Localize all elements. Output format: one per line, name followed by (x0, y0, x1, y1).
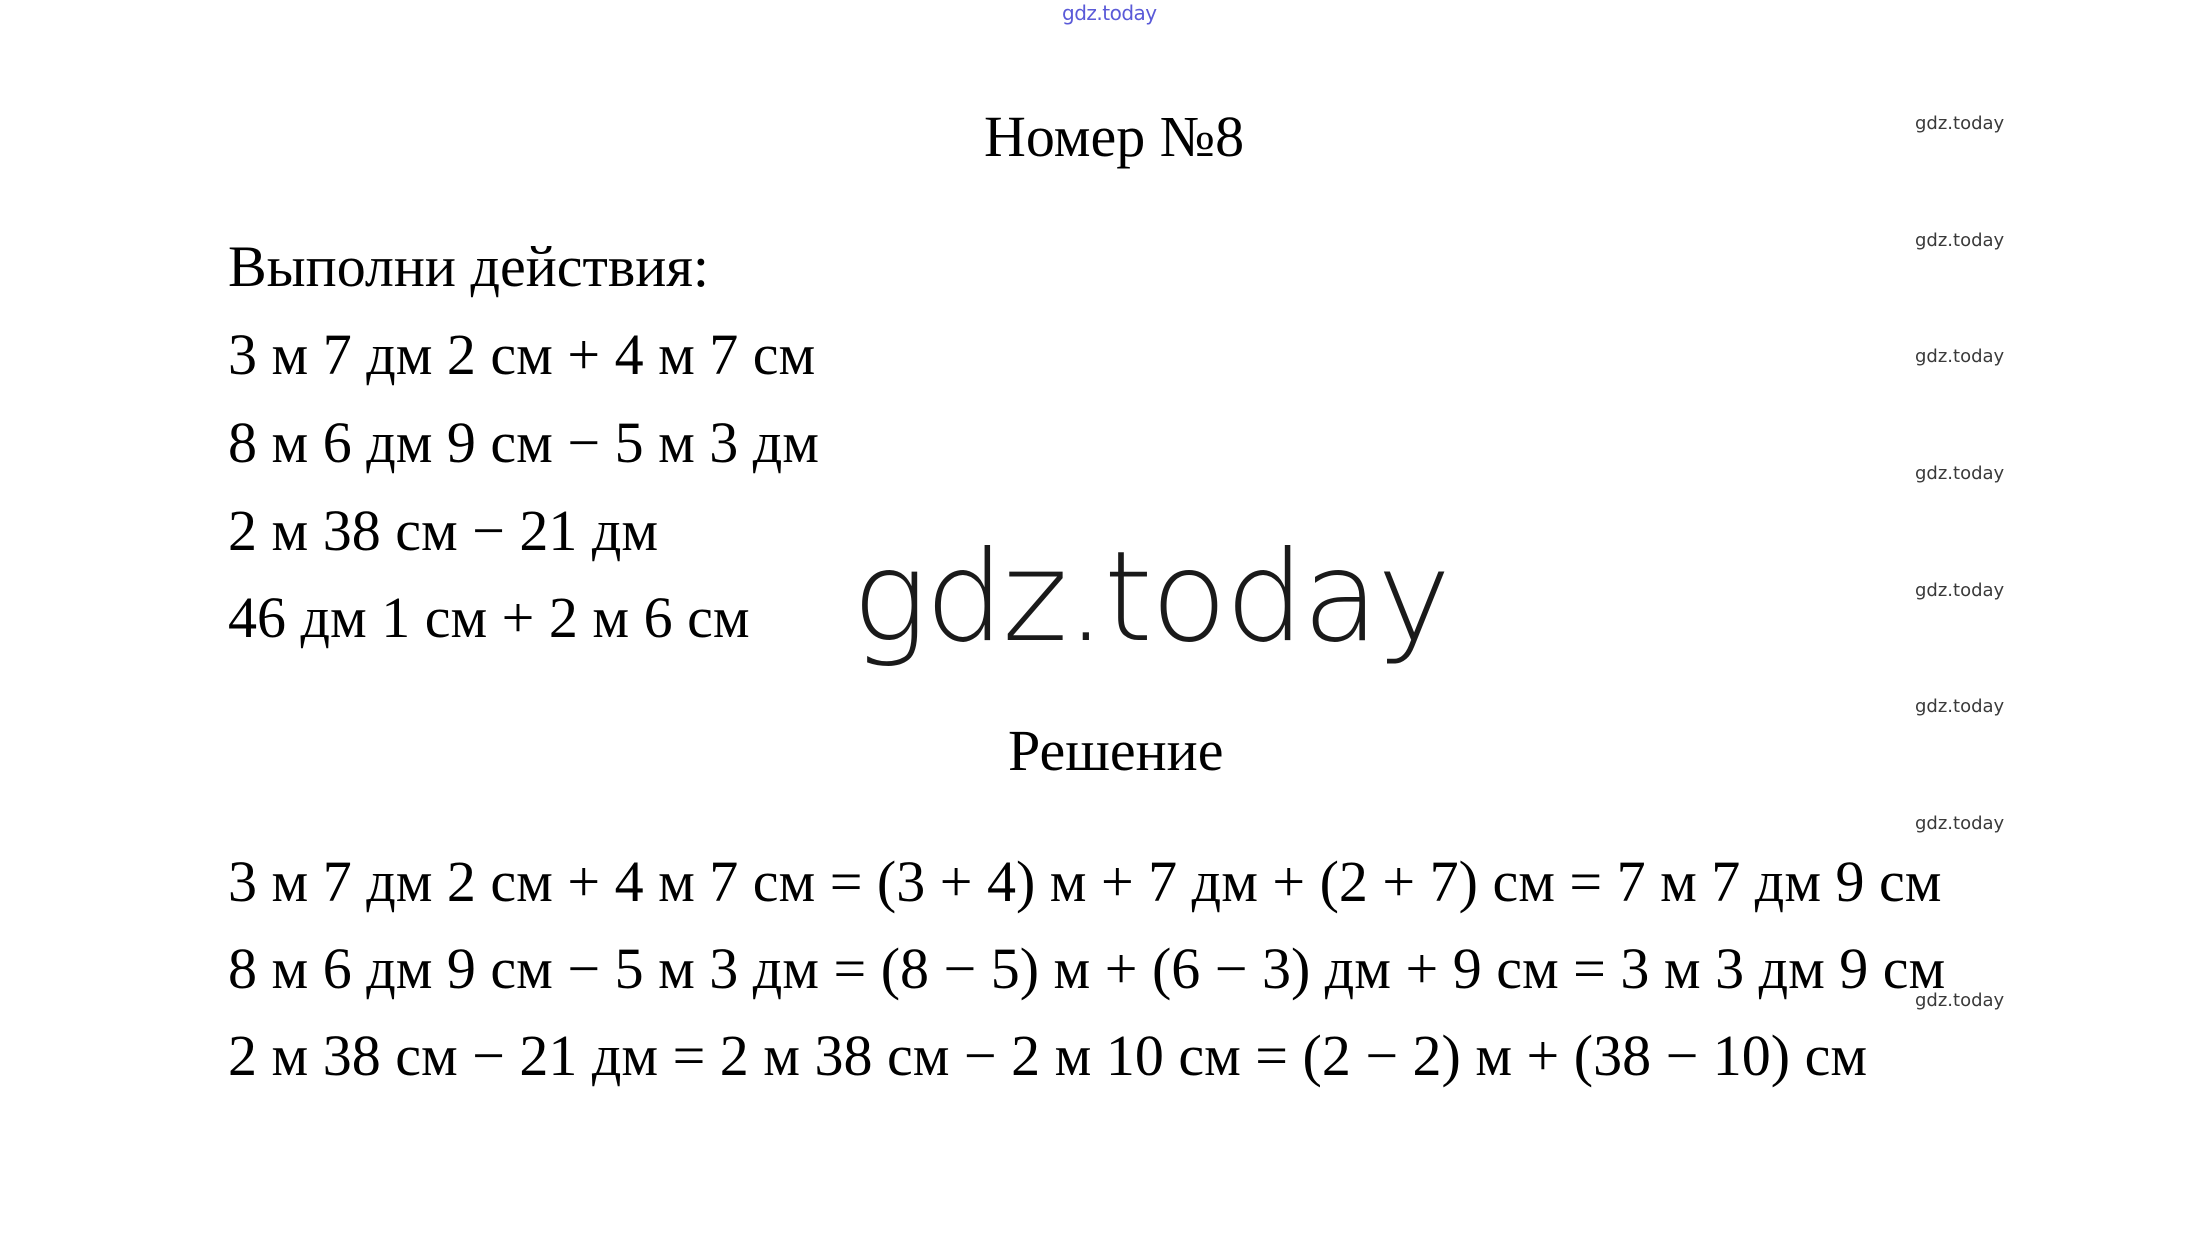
problem-line: 2 м 38 см − 21 дм (228, 498, 659, 563)
problem-title: Номер №8 (984, 104, 1245, 169)
side-watermark: gdz.today (1915, 990, 2005, 1011)
side-watermark: gdz.today (1915, 463, 2005, 484)
top-watermark: gdz.today (1062, 1, 1157, 25)
problem-line: 46 дм 1 см + 2 м 6 см (228, 585, 750, 650)
problem-line: 8 м 6 дм 9 см − 5 м 3 дм (228, 410, 819, 475)
solution-line: 3 м 7 дм 2 см + 4 м 7 см = (3 + 4) м + 7 дм + (2 + 7) см = 7 м 7 дм 9 см (228, 849, 1942, 914)
solution-line: 2 м 38 см − 21 дм = 2 м 38 см − 2 м 10 см = (2 − 2) м + (38 − 10) см (228, 1023, 1868, 1088)
problem-line: 3 м 7 дм 2 см + 4 м 7 см (228, 322, 816, 387)
side-watermark: gdz.today (1915, 580, 2005, 601)
side-watermark: gdz.today (1915, 113, 2005, 134)
side-watermark: gdz.today (1915, 346, 2005, 367)
problem-instruction: Выполни действия: (228, 234, 710, 299)
side-watermark: gdz.today (1915, 696, 2005, 717)
solution-line: 8 м 6 дм 9 см − 5 м 3 дм = (8 − 5) м + (6 − 3) дм + 9 см = 3 м 3 дм 9 см (228, 936, 1946, 1001)
center-watermark: gdz.today (852, 525, 1450, 670)
side-watermark: gdz.today (1915, 230, 2005, 251)
side-watermark: gdz.today (1915, 813, 2005, 834)
solution-heading: Решение (1008, 718, 1224, 783)
